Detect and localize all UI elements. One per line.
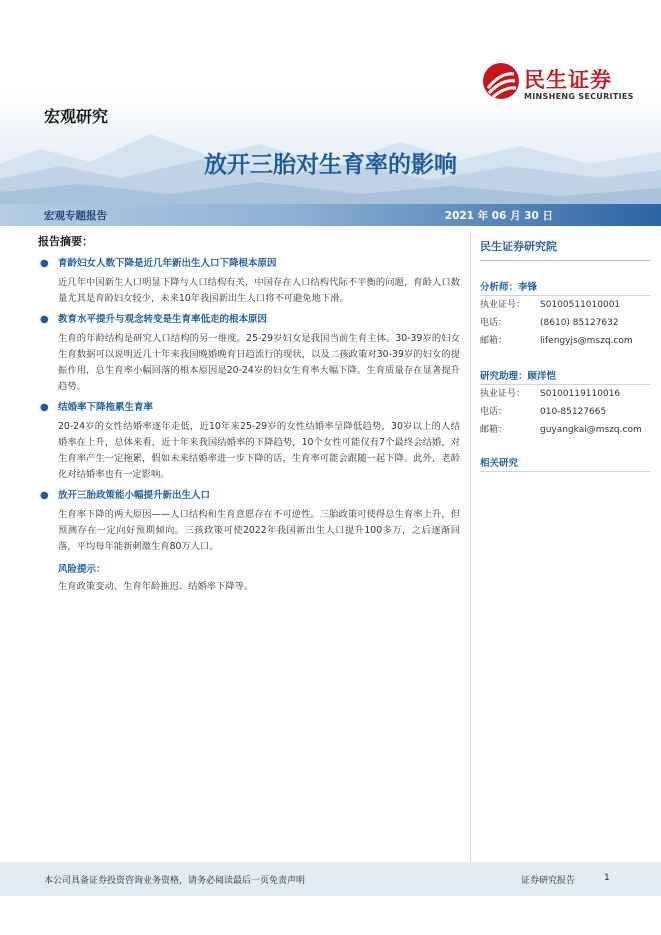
analyst-license: [480, 296, 650, 314]
analyst-role: 分析师：李锋: [480, 279, 650, 296]
related-research-heading: 相关研究: [480, 455, 650, 472]
section-title: [38, 313, 460, 327]
sidebar: [480, 238, 650, 472]
section-title-text: 育龄妇女人数下降是近几年新出生人口下降根本原因: [58, 258, 277, 269]
page-number: 1: [604, 873, 610, 883]
section-body: 近几年中国新生人口明显下降与人口结构有关，中国存在人口结构代际不平衡的问题，育龄人口数量尤其是育龄妇女较少，未来10年我国新出生人口将不可避免地下滑。: [58, 277, 460, 304]
field-value: S0100511010001: [540, 300, 621, 310]
footer-disclaimer: 本公司具备证券投资咨询业务资格，请务必阅读最后一页免责声明: [44, 876, 306, 886]
field-label: 执业证号：: [480, 300, 526, 310]
field-label: 电话：: [480, 407, 508, 417]
section-body: 20-24岁的女性结婚率逐年走低，近10年来25-29岁的女性结婚率呈降低趋势，30岁以上的人结婚率在上升，总体来看，近十年来我国结婚率的下降趋势，10个女性可能仅有7个最终会结婚，对生育率产生一定拖累，假如未来结婚率进一步下降的话，生育率可能会跟随一起下降。此外，老龄化对结婚率也有一定影响。: [58, 421, 460, 480]
field-label: 邮箱：: [480, 336, 508, 346]
section-title-text: 结婚率下降拖累生育率: [58, 402, 154, 413]
abstract-column: [38, 233, 460, 595]
header-banner: [0, 0, 661, 204]
assistant-phone: [480, 403, 650, 421]
abstract-heading: 报告摘要：: [38, 235, 93, 248]
section-body: 生育率下降的两大原因——人口结构和生育意愿存在不可逆性。三胎政策可使得总生育率上升，但预测存在一定向好预期倾向。三孩政策可使2022年我国新出生人口提升100多万，之后逐渐回落，平均每年能新刺激生育80万人口。: [58, 509, 460, 552]
report-info-band: [0, 204, 661, 226]
page-title: 放开三胎对生育率的影响: [204, 152, 457, 178]
report-type: 宏观专题报告: [44, 210, 107, 222]
page-footer: [0, 862, 661, 896]
section-title: [38, 401, 460, 415]
field-value: S0100119110016: [540, 389, 621, 399]
assistant-role: 研究助理：顾洋恺: [480, 368, 650, 385]
assistant-email: [480, 421, 650, 439]
bullet-icon: ●: [40, 314, 49, 325]
report-date: 2021 年 06 月 30 日: [444, 210, 553, 222]
analyst-email: [480, 332, 650, 350]
logo-english-name: MINSHENG SECURITIES: [524, 92, 634, 101]
section-title: [38, 489, 460, 503]
section-body: 生育的年龄结构是研究人口结构的另一维度。25-29岁妇女是我国当前生育主体。30-39岁的妇女生育数据可以说明近几十年来我国晚婚晚育日趋流行的现状，以及二孩政策对30-39岁的妇女的提振作用，总生育率小幅回落的根本原因是20-24岁的妇女生育率大幅下降。生育质量存在显著提升趋势。: [58, 333, 460, 392]
analyst-phone: [480, 314, 650, 332]
institute-name: 民生证券研究院: [480, 238, 650, 261]
risk-body: 生育政策变动、生育年龄推迟、结婚率下降等。: [58, 581, 254, 592]
logo-chinese-name: 民生证券: [524, 68, 612, 92]
section-title-text: 教育水平提升与观念转变是生育率低走的根本原因: [58, 314, 268, 325]
bullet-icon: ●: [40, 402, 49, 413]
footer-report-kind: 证券研究报告: [521, 876, 576, 886]
minsheng-logo-icon: [482, 62, 520, 100]
field-label: 电话：: [480, 318, 508, 328]
report-series: 宏观研究: [44, 107, 109, 126]
bullet-icon: ●: [40, 490, 49, 501]
field-label: 执业证号：: [480, 389, 526, 399]
section-title-text: 放开三胎政策能小幅提升新出生人口: [58, 490, 211, 501]
email-link[interactable]: guyangkai@mszq.com: [540, 425, 642, 435]
assistant-license: [480, 385, 650, 403]
column-divider: [470, 232, 471, 862]
bullet-icon: ●: [40, 258, 49, 269]
section-title: [38, 257, 460, 271]
company-logo: [482, 62, 632, 106]
email-link[interactable]: lifengyjs@mszq.com: [540, 336, 633, 346]
field-value: 010-85127665: [540, 407, 607, 417]
field-label: 邮箱：: [480, 425, 508, 435]
field-value: (8610) 85127632: [540, 318, 619, 328]
risk-heading: 风险提示：: [58, 564, 106, 575]
